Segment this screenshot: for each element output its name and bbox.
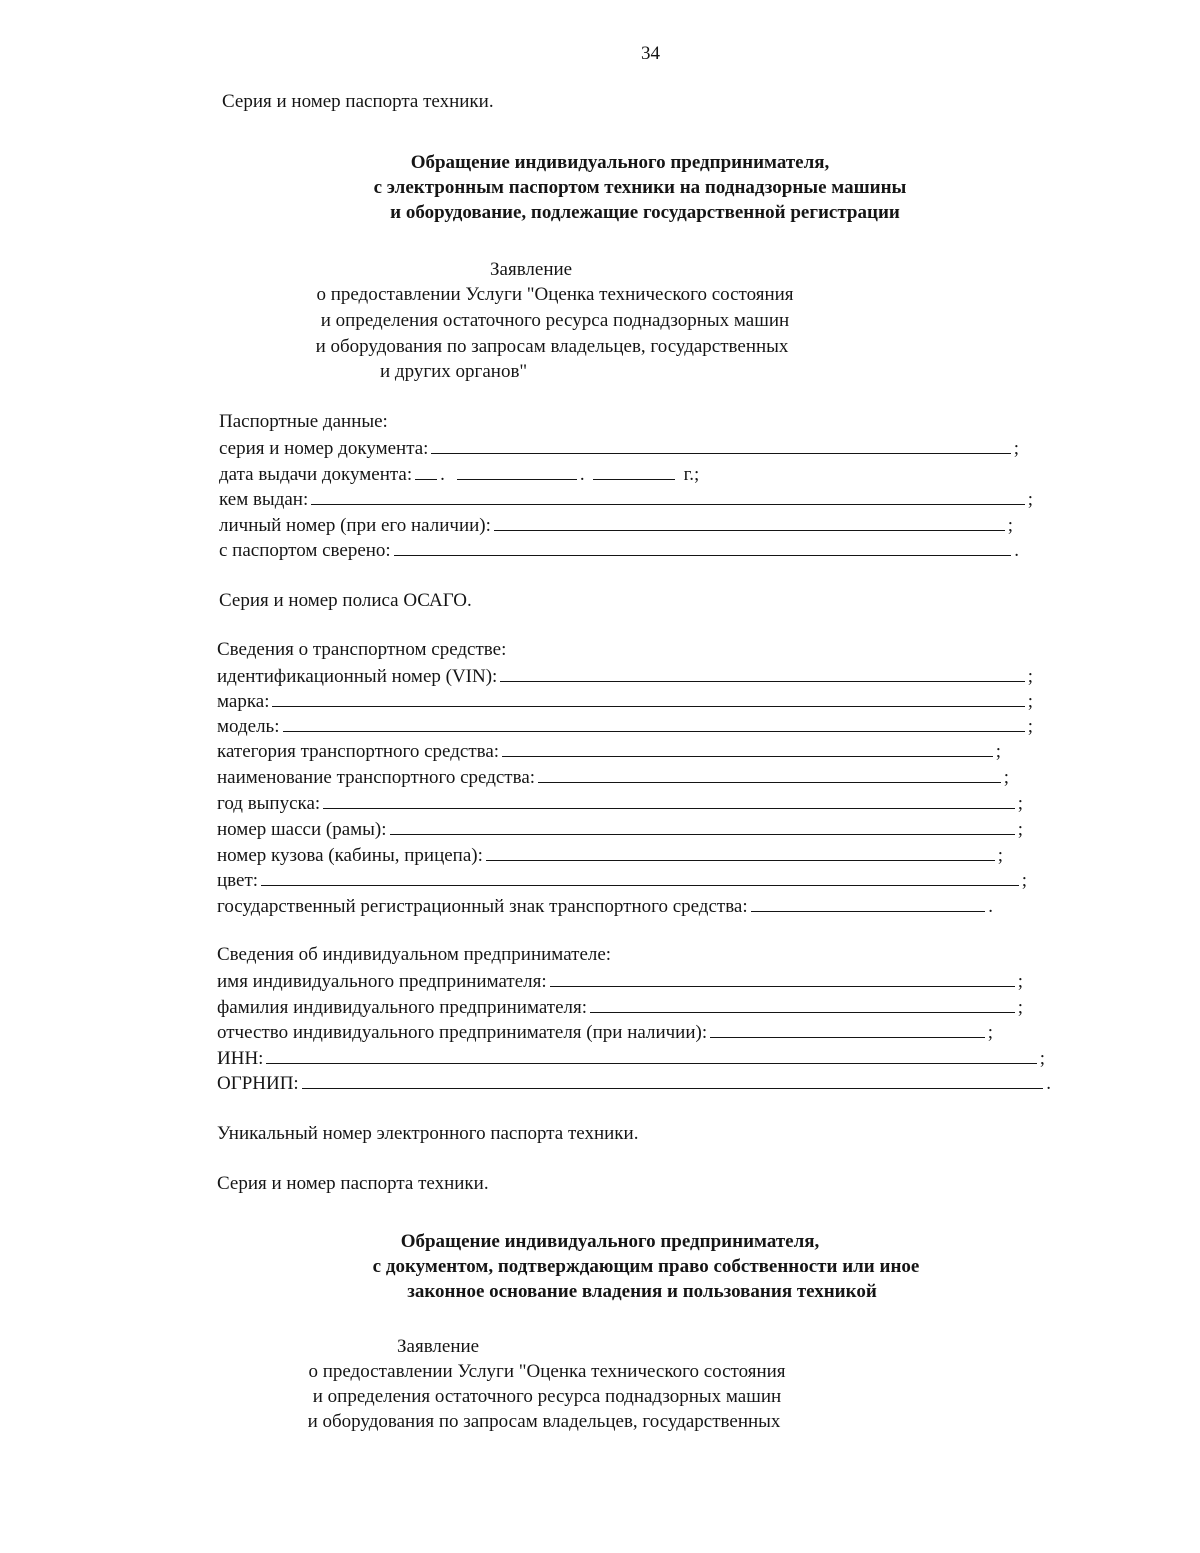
section2-heading-line-1: Обращение индивидуального предпринимателя, — [400, 1231, 820, 1252]
blank-line[interactable] — [431, 435, 1010, 454]
field-label: с паспортом сверено: — [219, 540, 391, 561]
day-blank[interactable] — [415, 461, 437, 480]
blank-line[interactable] — [283, 713, 1025, 732]
field-end: ; — [1027, 666, 1033, 687]
ogrnip-field[interactable] — [217, 1070, 1051, 1096]
brand-field[interactable] — [217, 688, 1033, 714]
field-label: год выпуска: — [217, 793, 321, 814]
unique-passport-number-line: Уникальный номер электронного паспорта техники. — [217, 1123, 639, 1144]
vin-field[interactable] — [217, 663, 1033, 689]
blank-line[interactable] — [500, 663, 1024, 682]
field-label: категория транспортного средства: — [217, 741, 500, 762]
blank-line[interactable] — [390, 816, 1015, 835]
field-end: ; — [1003, 767, 1009, 788]
blank-line[interactable] — [550, 968, 1015, 987]
issue-date-field[interactable] — [219, 461, 779, 487]
section1-statement-title: Заявление — [490, 259, 573, 280]
personal-number-field[interactable] — [219, 512, 1013, 538]
blank-line[interactable] — [302, 1070, 1044, 1089]
field-end: ; — [1027, 489, 1033, 510]
blank-line[interactable] — [751, 893, 986, 912]
section2-heading-line-3: законное основание владения и пользования техникой — [407, 1281, 877, 1302]
field-label: ОГРНИП: — [217, 1073, 299, 1094]
field-label: ИНН: — [217, 1048, 264, 1069]
section1-statement-line-4: и других органов" — [380, 361, 528, 382]
date-dot-2: . — [579, 464, 585, 485]
field-end: ; — [1017, 971, 1023, 992]
section1-statement-line-2: и определения остаточного ресурса поднадзорных машин — [320, 310, 790, 331]
field-label: модель: — [217, 716, 280, 737]
field-label: фамилия индивидуального предпринимателя: — [217, 997, 588, 1018]
model-field[interactable] — [217, 713, 1033, 739]
section1-heading-line-2: с электронным паспортом техники на поднадзорные машины — [373, 177, 907, 198]
field-end: . — [1014, 540, 1019, 561]
verified-field[interactable] — [219, 537, 1019, 563]
field-label: государственный регистрационный знак транспортного средства: — [217, 896, 748, 917]
blank-line[interactable] — [311, 486, 1024, 505]
field-label: имя индивидуального предпринимателя: — [217, 971, 547, 992]
issued-by-field[interactable] — [219, 486, 1033, 512]
blank-line[interactable] — [486, 842, 995, 861]
passport-series-line: Серия и номер паспорта техники. — [222, 91, 494, 112]
manufacture-year-field[interactable] — [217, 790, 1023, 816]
passport-data-header: Паспортные данные: — [219, 411, 388, 432]
date-dot-1: . — [440, 464, 445, 485]
osago-line: Серия и номер полиса ОСАГО. — [219, 590, 472, 611]
field-label: цвет: — [217, 870, 259, 891]
page-number: 34 — [641, 43, 660, 64]
blank-line[interactable] — [710, 1019, 985, 1038]
vehicle-name-field[interactable] — [217, 764, 1009, 790]
field-end: ; — [997, 845, 1003, 866]
field-end: ; — [1027, 716, 1033, 737]
blank-line[interactable] — [502, 738, 993, 757]
color-field[interactable] — [217, 867, 1027, 893]
field-end: ; — [995, 741, 1001, 762]
entrepreneur-last-name-field[interactable] — [217, 994, 1023, 1020]
passport-series-line-2: Серия и номер паспорта техники. — [217, 1173, 489, 1194]
body-number-field[interactable] — [217, 842, 1003, 868]
vehicle-info-header: Сведения о транспортном средстве: — [217, 639, 507, 660]
blank-line[interactable] — [538, 764, 1001, 783]
month-blank[interactable] — [457, 461, 577, 480]
section2-statement-line-2: и определения остаточного ресурса поднадзорных машин — [312, 1386, 782, 1407]
section2-statement-title: Заявление — [397, 1336, 480, 1357]
field-label: кем выдан: — [219, 489, 309, 510]
section2-statement-line-1: о предоставлении Услуги "Оценка технического состояния — [308, 1361, 786, 1382]
blank-line[interactable] — [590, 994, 1015, 1013]
year-blank[interactable] — [593, 461, 675, 480]
field-label: личный номер (при его наличии): — [219, 515, 491, 536]
registration-plate-field[interactable] — [217, 893, 993, 919]
entrepreneur-info-header: Сведения об индивидуальном предпринимателе: — [217, 944, 612, 965]
section1-statement-line-1: о предоставлении Услуги "Оценка технического состояния — [316, 284, 794, 305]
field-label: дата выдачи документа: — [219, 464, 413, 485]
passport-series-field[interactable] — [219, 435, 1019, 461]
field-end: . — [988, 896, 993, 917]
field-end: ; — [1017, 997, 1023, 1018]
vehicle-category-field[interactable] — [217, 738, 1001, 764]
chassis-number-field[interactable] — [217, 816, 1023, 842]
field-end: ; — [1017, 793, 1023, 814]
entrepreneur-first-name-field[interactable] — [217, 968, 1023, 994]
field-end: ; — [1017, 819, 1023, 840]
blank-line[interactable] — [272, 688, 1024, 707]
field-label: номер кузова (кабины, прицепа): — [217, 845, 483, 866]
section1-statement-line-3: и оборудования по запросам владельцев, государственных — [315, 336, 789, 357]
field-end: ; — [1021, 870, 1027, 891]
field-end: ; — [987, 1022, 993, 1043]
field-end: ; — [1039, 1048, 1045, 1069]
inn-field[interactable] — [217, 1045, 1045, 1071]
section1-heading-line-1: Обращение индивидуального предпринимателя, — [410, 152, 830, 173]
field-label: серия и номер документа: — [219, 438, 429, 459]
field-label: наименование транспортного средства: — [217, 767, 536, 788]
field-end: ; — [1027, 691, 1033, 712]
section2-statement-line-3: и оборудования по запросам владельцев, государственных — [307, 1411, 781, 1432]
field-end: ; — [1007, 515, 1013, 536]
field-end: ; — [1013, 438, 1019, 459]
section2-heading-line-2: с документом, подтверждающим право собственности или иное — [372, 1256, 920, 1277]
blank-line[interactable] — [494, 512, 1005, 531]
field-label: отчество индивидуального предпринимателя (при наличии): — [217, 1022, 708, 1043]
year-suffix: г.; — [683, 464, 700, 485]
blank-line[interactable] — [394, 537, 1012, 556]
blank-line[interactable] — [266, 1045, 1036, 1064]
entrepreneur-patronymic-field[interactable] — [217, 1019, 993, 1045]
section1-heading-line-3: и оборудование, подлежащие государственной регистрации — [390, 202, 900, 223]
field-label: номер шасси (рамы): — [217, 819, 387, 840]
field-label: марка: — [217, 691, 270, 712]
field-label: идентификационный номер (VIN): — [217, 666, 498, 687]
field-end: . — [1046, 1073, 1051, 1094]
blank-line[interactable] — [261, 867, 1019, 886]
blank-line[interactable] — [323, 790, 1015, 809]
